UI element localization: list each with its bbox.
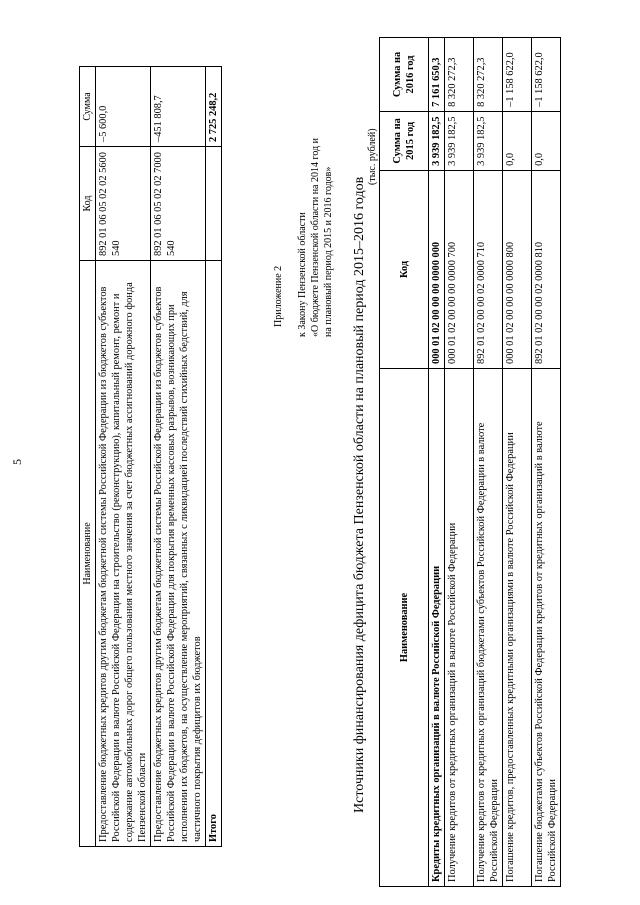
row-sum-2015: 0,0 xyxy=(503,111,532,170)
row-sum-2016: –1 158 622,0 xyxy=(532,38,561,112)
table-row xyxy=(503,38,532,887)
deficit-sources-table xyxy=(379,37,561,887)
header-code: Код xyxy=(80,147,96,261)
row-name: Погашение бюджетами субъектов Российской Федерации кредитов от кредитных организаций в валюте Российской Федерации xyxy=(532,369,561,887)
row-sum-2015: 3 939 182,5 xyxy=(474,111,503,170)
row-name: Получение кредитов от кредитных организаций в валюте Российской Федерации xyxy=(445,369,474,887)
row-code: 892 01 02 00 00 02 0000 810 xyxy=(532,170,561,368)
row-sum-2015: 0,0 xyxy=(532,111,561,170)
row-sum: –451 808,7 xyxy=(151,67,206,147)
header-name: Наименование xyxy=(380,369,429,887)
row-sum-2016: 8 320 272,3 xyxy=(445,38,474,112)
table-row xyxy=(151,67,206,847)
section-heading: Источники финансирования дефицита бюджета Пензенской области на плановый период 2015–2016 годов xyxy=(352,176,367,813)
header-code: Код xyxy=(380,170,429,368)
header-sum: Сумма xyxy=(80,67,96,147)
header-sum-2016: Сумма на 2016 год xyxy=(380,38,429,112)
row-name: Погашение кредитов, предоставленных кредитными организациями в валюте Российской Федерации xyxy=(503,369,532,887)
row-code: 892 01 06 05 02 02 7000 540 xyxy=(151,147,206,261)
header-sum-2015: Сумма на 2015 год xyxy=(380,111,429,170)
row-name: Предоставление бюджетных кредитов другим бюджетам бюджетной системы Российской Федерации из бюджетов субъектов Российской Федерации в валюте Российской Федерации для покрытия временных кассовых разрывов, возникающих при исполнении их бюджетов, на осуществление мероприятий, связанных с ликвидацией последствий стихийных бедствий, для частичного покрытия дефицитов их бюджетов xyxy=(151,261,206,847)
appendix-block xyxy=(272,138,335,337)
table-header-row xyxy=(380,38,429,887)
row-name: Получение кредитов от кредитных организаций бюджетами субъектов Российской Федерации в валюте Российской Федерации xyxy=(474,369,503,887)
total-code: 000 01 02 00 00 00 0000 000 xyxy=(429,170,445,368)
row-name: Предоставление бюджетных кредитов другим бюджетам бюджетной системы Российской Федерации из бюджетов субъектов Российской Федерации в валюте Российской Федерации на строительство (реконструкцию), капитальный ремонт, ремонт и содержание автомобильных дорог общего пользования местного значения за счет бюджетных ассигнований дорожного фонда Пензенской области xyxy=(96,261,151,847)
total-row xyxy=(206,67,222,847)
total-label: Итого xyxy=(206,261,222,847)
row-code: 000 01 02 00 00 00 0000 700 xyxy=(445,170,474,368)
total-code-empty xyxy=(206,147,222,261)
row-code: 000 01 02 00 00 00 0000 800 xyxy=(503,170,532,368)
row-sum-2016: 8 320 272,3 xyxy=(474,38,503,112)
row-code: 892 01 06 05 02 02 5600 540 xyxy=(96,147,151,261)
row-sum: –5 600,0 xyxy=(96,67,151,147)
table-row xyxy=(532,38,561,887)
appendix-line-2: «О бюджете Пензенской области на 2014 год и xyxy=(310,138,321,337)
appendix-line-3: на плановый период 2015 и 2016 годов» xyxy=(323,166,334,337)
table-row xyxy=(445,38,474,887)
appendix-line-1: к Закону Пензенской области xyxy=(297,212,308,337)
credits-table xyxy=(79,66,222,847)
total-row xyxy=(429,38,445,887)
total-sum-2015: 3 939 182,5 xyxy=(429,111,445,170)
row-code: 892 01 02 00 00 02 0000 710 xyxy=(474,170,503,368)
table-row xyxy=(96,67,151,847)
table-row xyxy=(474,38,503,887)
units-note: (тыс. рублей) xyxy=(367,128,378,185)
appendix-title: Приложение 2 xyxy=(273,265,284,327)
header-name: Наименование xyxy=(80,261,96,847)
total-name: Кредиты кредитных организаций в валюте Российской Федерации xyxy=(429,369,445,887)
total-sum-2016: 7 161 650,3 xyxy=(429,38,445,112)
total-sum: 2 725 248,2 xyxy=(206,67,222,147)
table-header-row xyxy=(80,67,96,847)
row-sum-2015: 3 939 182,5 xyxy=(445,111,474,170)
row-sum-2016: –1 158 622,0 xyxy=(503,38,532,112)
page-number: 5 xyxy=(10,459,24,465)
